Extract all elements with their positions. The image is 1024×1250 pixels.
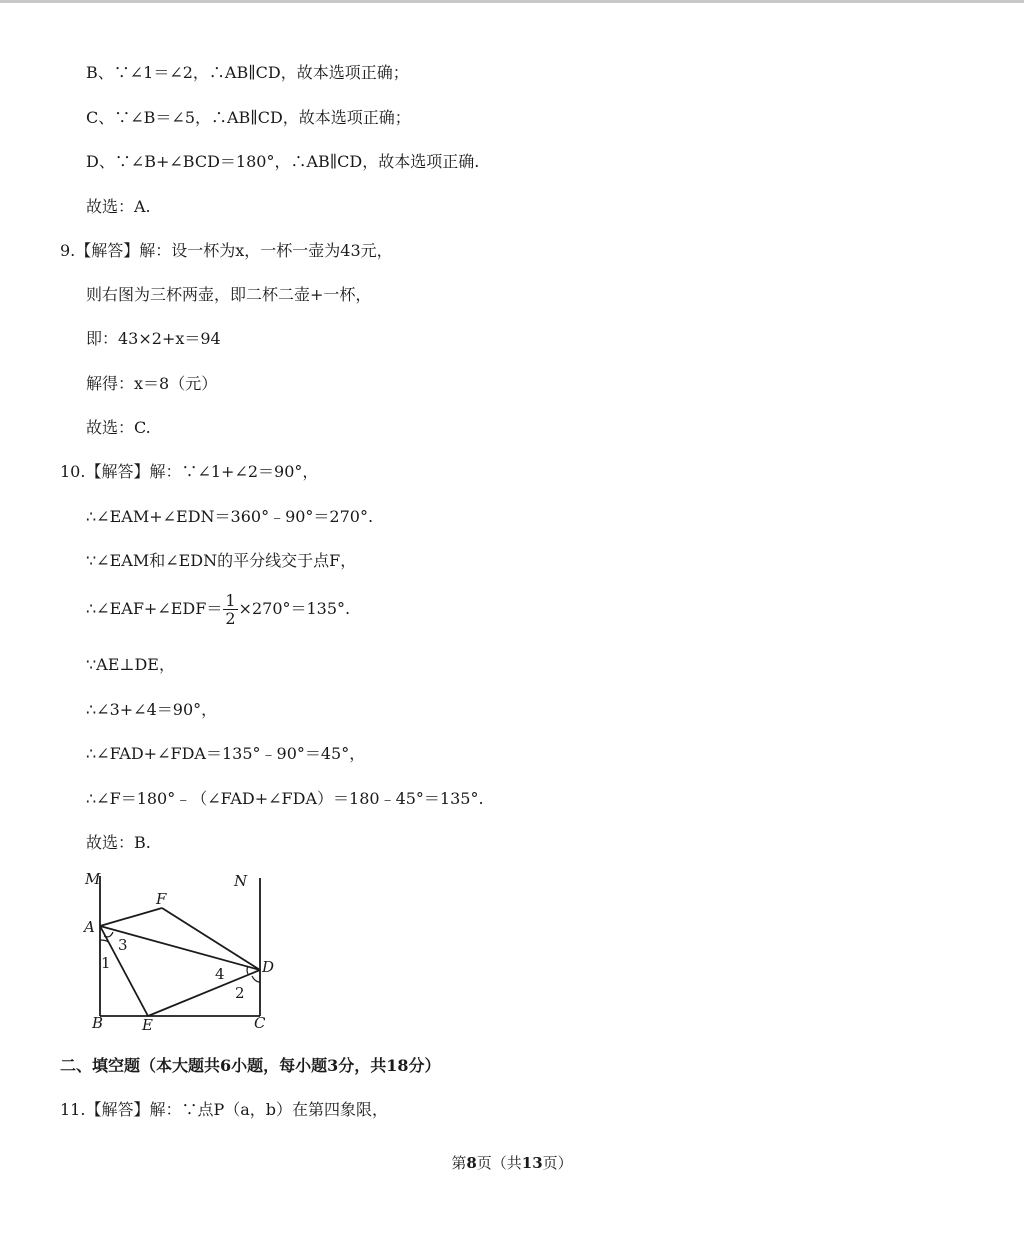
page-top-border [0,0,1024,3]
fraction-numerator: 1 [225,591,236,610]
line-option-b: B、∵∠1＝∠2，∴AB∥CD，故本选项正确； [86,63,409,82]
label-e: E [142,1016,153,1034]
footer-mid: 页（共 [476,1154,522,1172]
footer-post: 页） [542,1154,573,1172]
fraction-one-half [223,592,237,627]
q10-line-4 [86,592,350,627]
q10-line-8: ∴∠F＝180°﹣（∠FAD+∠FDA）＝180﹣45°＝135°. [86,789,484,808]
q10-line-4-lead: ∴∠EAF+∠EDF＝ [86,599,223,618]
q11-heading: 11.【解答】解：∵点P（a，b）在第四象限， [60,1100,388,1119]
q10-line-4-tail: ×270°＝135°. [238,599,351,618]
label-b: B [92,1014,104,1032]
label-d: D [262,958,275,976]
q10-line-5: ∵AE⊥DE， [86,655,175,674]
label-f: F [156,890,167,908]
label-angle-3: 3 [118,936,128,954]
fraction-denominator: 2 [225,609,236,628]
footer-page-number: 8 [466,1154,477,1172]
line-option-d: D、∵∠B+∠BCD＝180°，∴AB∥CD，故本选项正确. [86,152,480,171]
label-angle-2: 2 [235,984,245,1002]
q10-answer: 故选：B. [86,833,151,852]
q9-line-2: 则右图为三杯两壶，即二杯二壶+一杯， [86,285,372,304]
q9-heading: 9.【解答】解：设一杯为x，一杯一壶为43元， [60,241,393,260]
arc-angle-4 [247,966,248,974]
q9-answer: 故选：C. [86,418,151,437]
q10-heading: 10.【解答】解：∵∠1+∠2＝90°， [60,462,319,481]
page-footer [0,1153,1024,1173]
q9-line-4: 解得：x＝8（元） [86,374,218,393]
q10-line-6: ∴∠3+∠4＝90°， [86,700,218,719]
line-answer-8: 故选：A. [86,197,151,216]
q10-line-2: ∴∠EAM+∠EDN＝360°﹣90°＝270°. [86,507,374,526]
q9-line-3: 即：43×2+x＝94 [86,329,221,348]
segment-af [100,908,162,926]
line-option-c: C、∵∠B＝∠5，∴AB∥CD，故本选项正确； [86,108,411,127]
footer-total-pages: 13 [521,1154,543,1172]
label-angle-1: 1 [101,954,111,972]
segment-fd [162,908,260,970]
label-m: M [85,870,101,888]
footer-pre: 第 [451,1154,467,1172]
q10-line-3: ∵∠EAM和∠EDN的平分线交于点F， [86,551,357,570]
geometry-figure [80,866,280,1038]
q10-line-7: ∴∠FAD+∠FDA＝135°﹣90°＝45°， [86,744,366,763]
label-angle-4: 4 [215,965,225,983]
label-a: A [84,918,95,936]
label-n: N [234,872,248,890]
label-c: C [254,1014,266,1032]
section-heading-fill-blank: 二、填空题（本大题共6小题，每小题3分，共18分） [60,1056,441,1075]
arc-angle-2 [252,976,260,982]
